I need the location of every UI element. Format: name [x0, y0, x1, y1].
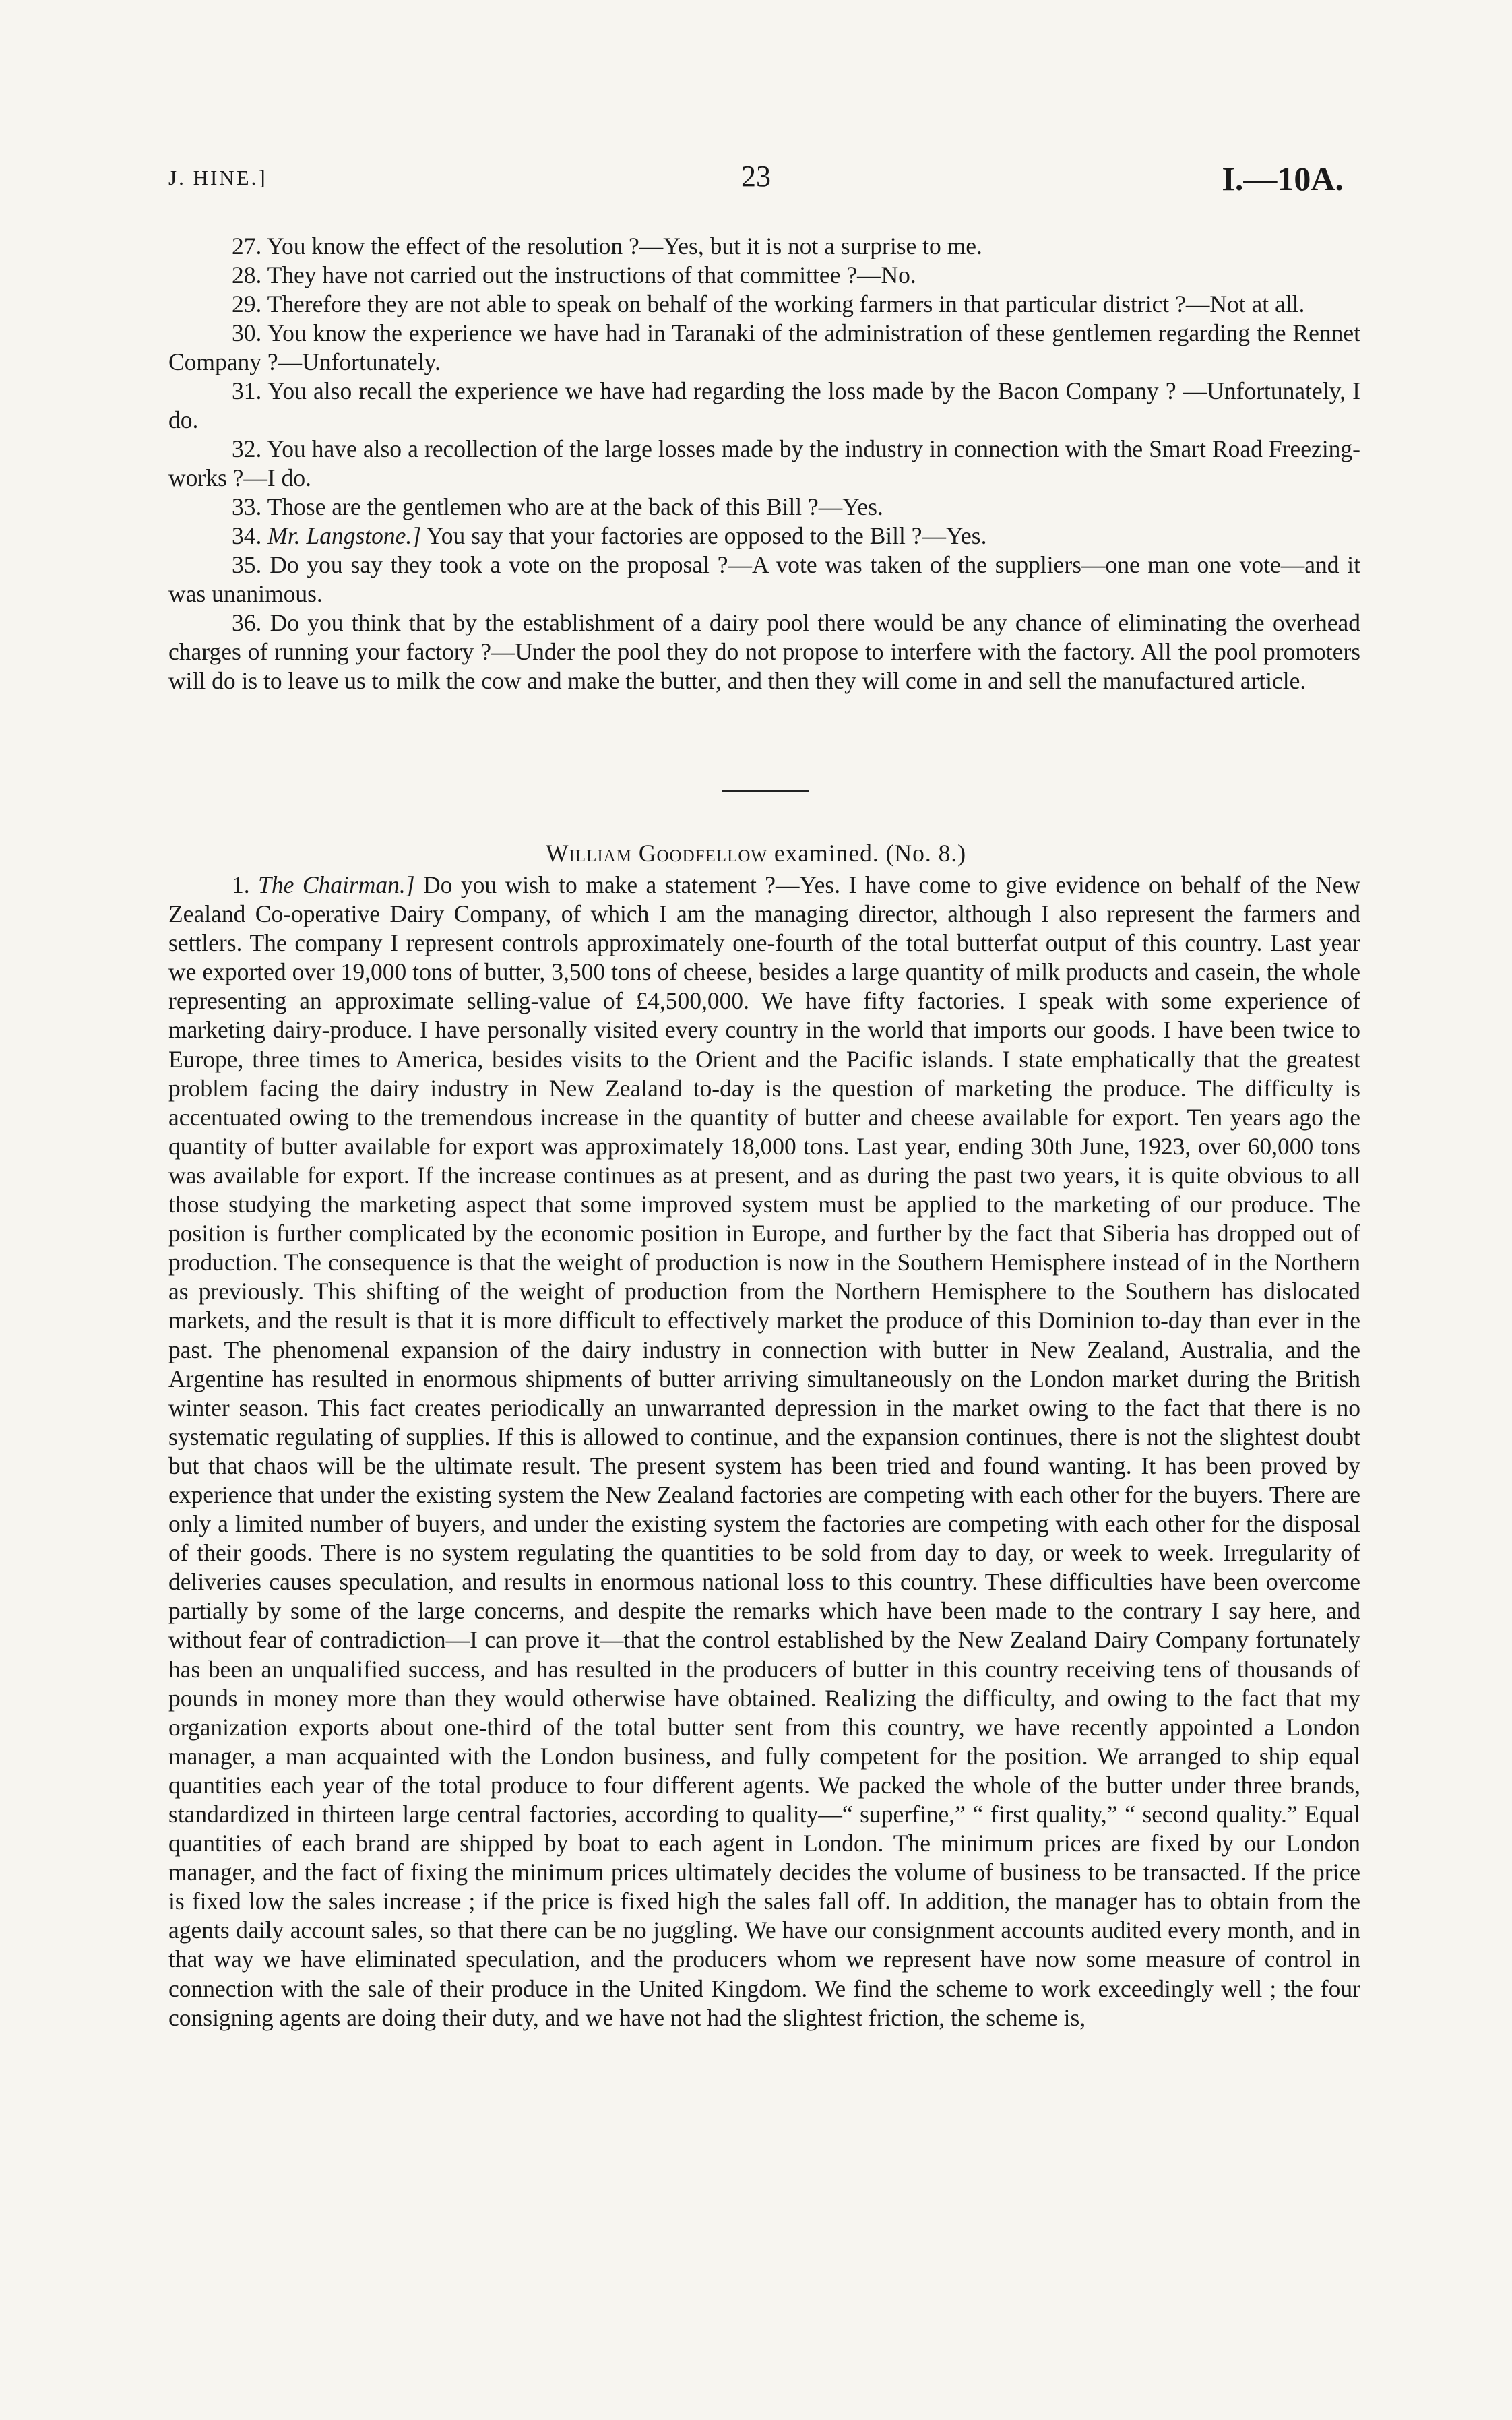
qa-item: 36. Do you think that by the establishment of a dairy pool there would be any chance of eliminating the overhead charges of running your factory ?—Under the pool they do not propose to interfere with the factory. All the pool promoters will do is to leave us to milk the cow and make the butter, and then they will come in and sell the manufactured article. — [168, 609, 1360, 694]
page-header — [168, 159, 1344, 199]
question-answer-section — [168, 232, 1360, 695]
document-reference: I.—10A. — [1222, 160, 1344, 197]
page-number: 23 — [741, 160, 771, 193]
qa-item: 35. Do you say they took a vote on the proposal ?—A vote was taken of the suppliers—one man one vote—and it was unanimous. — [168, 551, 1361, 607]
witness-number: (No. 8.) — [885, 840, 967, 867]
qa-item: 29. Therefore they are not able to speak on behalf of the working farmers in that particular district ?—Not at all. — [232, 290, 1305, 317]
qa-item: 28. They have not carried out the instructions of that committee ?—No. — [232, 261, 916, 288]
speaker-name: The Chairman.] — [258, 871, 415, 898]
section-divider — [722, 790, 809, 792]
qa-item: 27. You know the effect of the resolution ?—Yes, but it is not a surprise to me. — [232, 232, 982, 259]
qa-item: 31. You also recall the experience we have had regarding the loss made by the Bacon Company ? —Unfortunately, I do. — [168, 377, 1360, 433]
speaker-name: Mr. Langstone.] — [267, 522, 422, 549]
witness-statement — [168, 871, 1360, 2033]
qa-item: 33. Those are the gentlemen who are at the back of this Bill ?—Yes. — [232, 493, 883, 520]
qa-item: 30. You know the experience we have had in Taranaki of the administration of these gentlemen regarding the Rennet Company ?—Unfortunately. — [168, 319, 1360, 375]
witness-heading — [0, 839, 1512, 867]
witness-name: William Goodfellow — [545, 840, 767, 867]
qa-item: 34. Mr. Langstone.] You say that your factories are opposed to the Bill ?—Yes. — [232, 522, 987, 549]
qa-item: 32. You have also a recollection of the large losses made by the industry in connection with the Smart Road Freezing-works ?—I do. — [168, 435, 1361, 491]
witness-running-head: J. HINE.] — [168, 166, 267, 189]
witness-status: examined. — [774, 840, 879, 867]
statement-paragraph: 1. The Chairman.] Do you wish to make a statement ?—Yes. I have come to give evidence on behalf of the New Zealand Co-operative Dairy Company, of which I am the managing director, although I also represent the farmers and settlers. The company I represent controls approximately one-fourth of the total butterfat output of this country. Last year we exported over 19,000 tons of butter, 3,500 tons of cheese, besides a large quantity of milk products and casein, the whole representing an approximate selling-value of £4,500,000. We have fifty factories. I speak with some experience of marketing dairy-produce. I have personally visited every country in the world that imports our goods. I have been twice to Europe, three times to America, besides visits to the Orient and the Pacific islands. I state emphatically that the greatest problem facing the dairy industry in New Zealand to-day is the question of marketing the produce. The difficulty is accentuated owing to the tremendous increase in the quantity of butter and cheese available for export. Ten years ago the quantity of butter available for export was approximately 18,000 tons. Last year, ending 30th June, 1923, over 60,000 tons was available for export. If the increase continues as at present, and as during the past two years, it is quite obvious to all those studying the marketing aspect that some improved system must be applied to the marketing of our produce. The position is further complicated by the economic position in Europe, and further by the fact that Siberia has dropped out of production. The consequence is that the weight of production is now in the Southern Hemisphere instead of in the Northern as previously. This shifting of the weight of production from the Northern Hemisphere to the Southern has dislocated markets, and the result is that it is more difficult to effectively market the produce of this Dominion to-day than ever in the past. The phenomenal expansion of the dairy industry in connection with butter in New Zealand, Australia, and the Argentine has resulted in enormous shipments of butter arriving simultaneously on the London market during the British winter season. This fact creates periodically an unwarranted depression in the market owing to the fact that there is no systematic regulating of supplies. If this is allowed to continue, and the expansion continues, there is not the slightest doubt but that chaos will be the ultimate result. The present system has been tried and found wanting. It has been proved by experience that under the existing system the New Zealand factories are competing with each other for the buyers. There are only a limited number of buyers, and under the existing system the factories are competing with each other for the disposal of their goods. There is no system regulating the quantities to be sold from day to day, or week to week. Irregularity of deliveries causes speculation, and results in enormous national loss to this country. These difficulties have been overcome partially by some of the large concerns, and despite the remarks which have been made to the contrary I say here, and without fear of contradiction—I can prove it—that the control established by the New Zealand Dairy Company fortunately has been an unqualified success, and has resulted in the producers of butter in this country receiving tens of thousands of pounds in money more than they would otherwise have obtained. Realizing the difficulty, and owing to the fact that my organization exports about one-third of the total butter sent from this country, we have recently appointed a London manager, a man acquainted with the London business, and fully competent for the position. We arranged to ship equal quantities each year of the total produce to four different agents. We packed the whole of the butter under three brands, standardized in thirteen large central factories, according to quality—“ superfine,” “ first quality,” “ second quality.” Equal quantities of each brand are shipped by boat to each agent in London. The minimum prices are fixed by our London manager, and the fact of fixing the minimum prices ultimately decides the volume of business to be transacted. If the price is fixed low the sales increase ; if the price is fixed high the sales fall off. In addition, the manager has to obtain from the agents daily account sales, so that there can be no juggling. We have our consignment accounts audited every month, and in that way we have eliminated speculation, and the producers whom we represent have now some measure of control in connection with the sale of their produce in the United Kingdom. We find the scheme to work exceedingly well ; the four consigning agents are doing their duty, and we have not had the slightest friction, the scheme is, — [168, 871, 1361, 2031]
